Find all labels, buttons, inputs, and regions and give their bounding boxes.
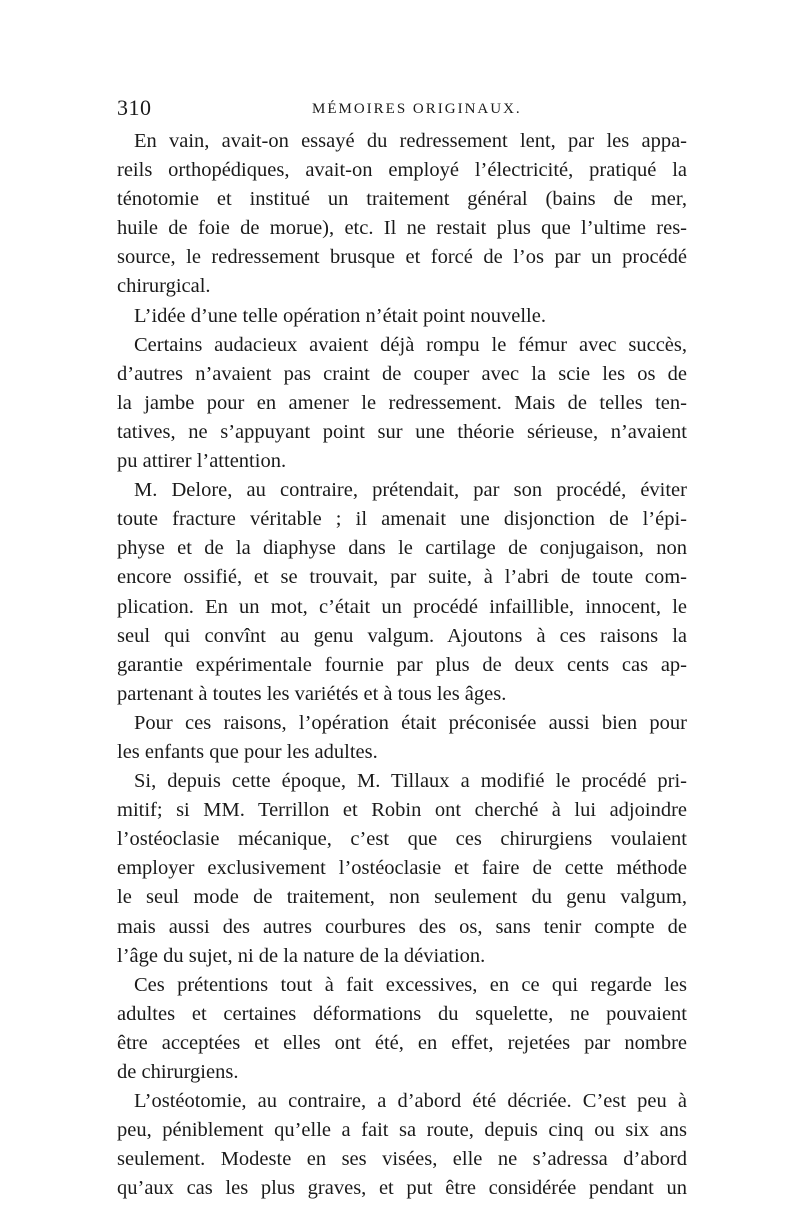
text-line: encore ossifié, et se trouvait, par suite, à l’abri de toute com- [117, 566, 687, 589]
text-line: reils orthopédiques, avait-on employé l’électricité, pratiqué la [117, 159, 687, 182]
text-line: L’ostéotomie, au contraire, a d’abord été décriée. C’est peu à [134, 1090, 687, 1113]
text-line: seul qui convînt au genu valgum. Ajoutons à ces raisons la [117, 624, 687, 647]
text-line: être acceptées et elles ont été, en effet, rejetées par nombre [117, 1031, 687, 1054]
text-line: ténotomie et institué un traitement général (bains de mer, [117, 188, 687, 211]
text-line: M. Delore, au contraire, prétendait, par son procédé, éviter [134, 479, 687, 502]
text-line: mitif; si MM. Terrillon et Robin ont cherché à lui adjoindre [117, 799, 687, 822]
text-line: chirurgical. [117, 275, 211, 298]
text-line: Certains audacieux avaient déjà rompu le fémur avec succès, [134, 333, 687, 356]
page-header [117, 93, 687, 127]
text-line: l’ostéoclasie mécanique, c’est que ces chirurgiens voulaient [117, 828, 687, 851]
text-line: employer exclusivement l’ostéoclasie et faire de cette méthode [117, 857, 687, 880]
page-number: 310 [117, 95, 152, 120]
text-line: peu, péniblement qu’elle a fait sa route, depuis cinq ou six ans [117, 1119, 687, 1142]
text-line: L’idée d’une telle opération n’était point nouvelle. [134, 304, 546, 327]
text-line: plication. En un mot, c’était un procédé infaillible, innocent, le [117, 595, 687, 618]
text-line: En vain, avait-on essayé du redressement lent, par les appa- [134, 130, 687, 152]
text-line: partenant à toutes les variétés et à tous les âges. [117, 682, 507, 705]
text-line: qu’aux cas les plus graves, et put être considérée pendant un [117, 1177, 687, 1200]
text-line: pu attirer l’attention. [117, 450, 287, 473]
text-line: adultes et certaines déformations du squelette, ne pouvaient [117, 1002, 687, 1025]
text-line: physe et de la diaphyse dans le cartilage de conjugaison, non [117, 537, 687, 560]
text-line: seulement. Modeste en ses visées, elle ne s’adressa d’abord [117, 1148, 687, 1171]
body-text [117, 127, 687, 1203]
text-line: toute fracture véritable ; il amenait une disjonction de l’épi- [117, 508, 687, 531]
text-line: mais aussi des autres courbures des os, sans tenir compte de [117, 915, 687, 938]
text-line: Pour ces raisons, l’opération était préconisée aussi bien pour [134, 711, 687, 734]
text-line: les enfants que pour les adultes. [117, 740, 378, 763]
text-line: le seul mode de traitement, non seulement du genu valgum, [117, 886, 687, 909]
text-line: de chirurgiens. [117, 1061, 239, 1083]
text-line: l’âge du sujet, ni de la nature de la déviation. [117, 944, 486, 967]
text-line: huile de foie de morue), etc. Il ne restait plus que l’ultime res- [117, 217, 687, 240]
text-line: tatives, ne s’appuyant point sur une théorie sérieuse, n’avaient [117, 420, 687, 443]
text-line: garantie expérimentale fournie par plus de deux cents cas ap- [117, 653, 687, 676]
text-line: source, le redressement brusque et forcé de l’os par un procédé [117, 246, 687, 269]
text-line: Ces prétentions tout à fait excessives, en ce qui regarde les [134, 973, 687, 996]
running-head: MÉMOIRES ORIGINAUX. [312, 101, 522, 117]
text-line: d’autres n’avaient pas craint de couper avec la scie les os de [117, 362, 687, 385]
text-line: la jambe pour en amener le redressement. Mais de telles ten- [117, 391, 687, 414]
text-line: Si, depuis cette époque, M. Tillaux a modifié le procédé pri- [134, 770, 687, 793]
